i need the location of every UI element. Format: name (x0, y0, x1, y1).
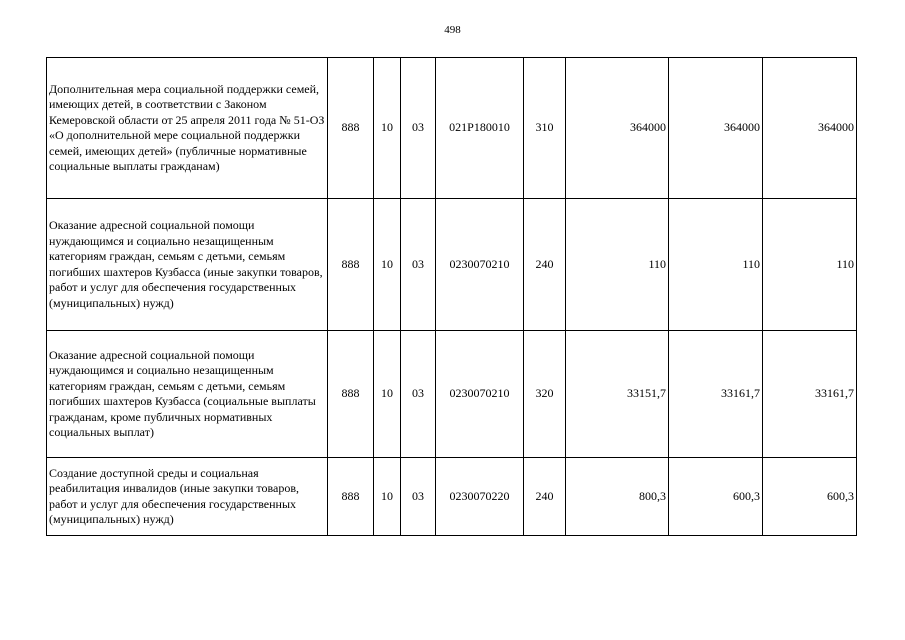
section-code: 10 (374, 58, 401, 199)
subsection-code: 03 (401, 458, 436, 536)
expense-type-code: 320 (524, 331, 566, 458)
ministry-code: 888 (328, 331, 374, 458)
amount-year-2: 33161,7 (669, 331, 763, 458)
section-code: 10 (374, 331, 401, 458)
target-article-code: 0230070210 (436, 199, 524, 331)
amount-year-2: 600,3 (669, 458, 763, 536)
target-article-code: 021P180010 (436, 58, 524, 199)
amount-year-1: 364000 (566, 58, 669, 199)
ministry-code: 888 (328, 458, 374, 536)
expense-type-code: 240 (524, 458, 566, 536)
expense-type-code: 310 (524, 58, 566, 199)
section-code: 10 (374, 458, 401, 536)
ministry-code: 888 (328, 58, 374, 199)
amount-year-1: 110 (566, 199, 669, 331)
target-article-code: 0230070210 (436, 331, 524, 458)
amount-year-3: 33161,7 (763, 331, 857, 458)
amount-year-2: 110 (669, 199, 763, 331)
amount-year-1: 800,3 (566, 458, 669, 536)
section-code: 10 (374, 199, 401, 331)
amount-year-1: 33151,7 (566, 331, 669, 458)
subsection-code: 03 (401, 331, 436, 458)
expense-type-code: 240 (524, 199, 566, 331)
amount-year-3: 364000 (763, 58, 857, 199)
budget-table (46, 57, 857, 536)
target-article-code: 0230070220 (436, 458, 524, 536)
amount-year-3: 600,3 (763, 458, 857, 536)
amount-year-2: 364000 (669, 58, 763, 199)
table-row (47, 58, 857, 199)
table-row (47, 458, 857, 536)
amount-year-3: 110 (763, 199, 857, 331)
row-description: Оказание адресной социальной помощи нуждающимся и социально незащищенным категориям граждан, семьям с детьми, семьям погибших шахтеров Кузбасса (социальные выплаты гражданам, кроме публичных нормативных социальных выплат) (47, 331, 328, 458)
subsection-code: 03 (401, 58, 436, 199)
page-number: 498 (444, 24, 461, 36)
table-row (47, 199, 857, 331)
row-description: Создание доступной среды и социальная реабилитация инвалидов (иные закупки товаров, работ и услуг для обеспечения государственных (муниципальных) нужд) (47, 458, 328, 536)
ministry-code: 888 (328, 199, 374, 331)
row-description: Дополнительная мера социальной поддержки семей, имеющих детей, в соответствии с Законом Кемеровской области от 25 апреля 2011 года № 51-ОЗ «О дополнительной мере социальной поддержки семей, имеющих детей» (публичные нормативные социальные выплаты гражданам) (47, 58, 328, 199)
table-row (47, 331, 857, 458)
row-description: Оказание адресной социальной помощи нуждающимся и социально незащищенным категориям граждан, семьям с детьми, семьям погибших шахтеров Кузбасса (иные закупки товаров, работ и услуг для обеспечения государственных (муниципальных) нужд) (47, 199, 328, 331)
subsection-code: 03 (401, 199, 436, 331)
